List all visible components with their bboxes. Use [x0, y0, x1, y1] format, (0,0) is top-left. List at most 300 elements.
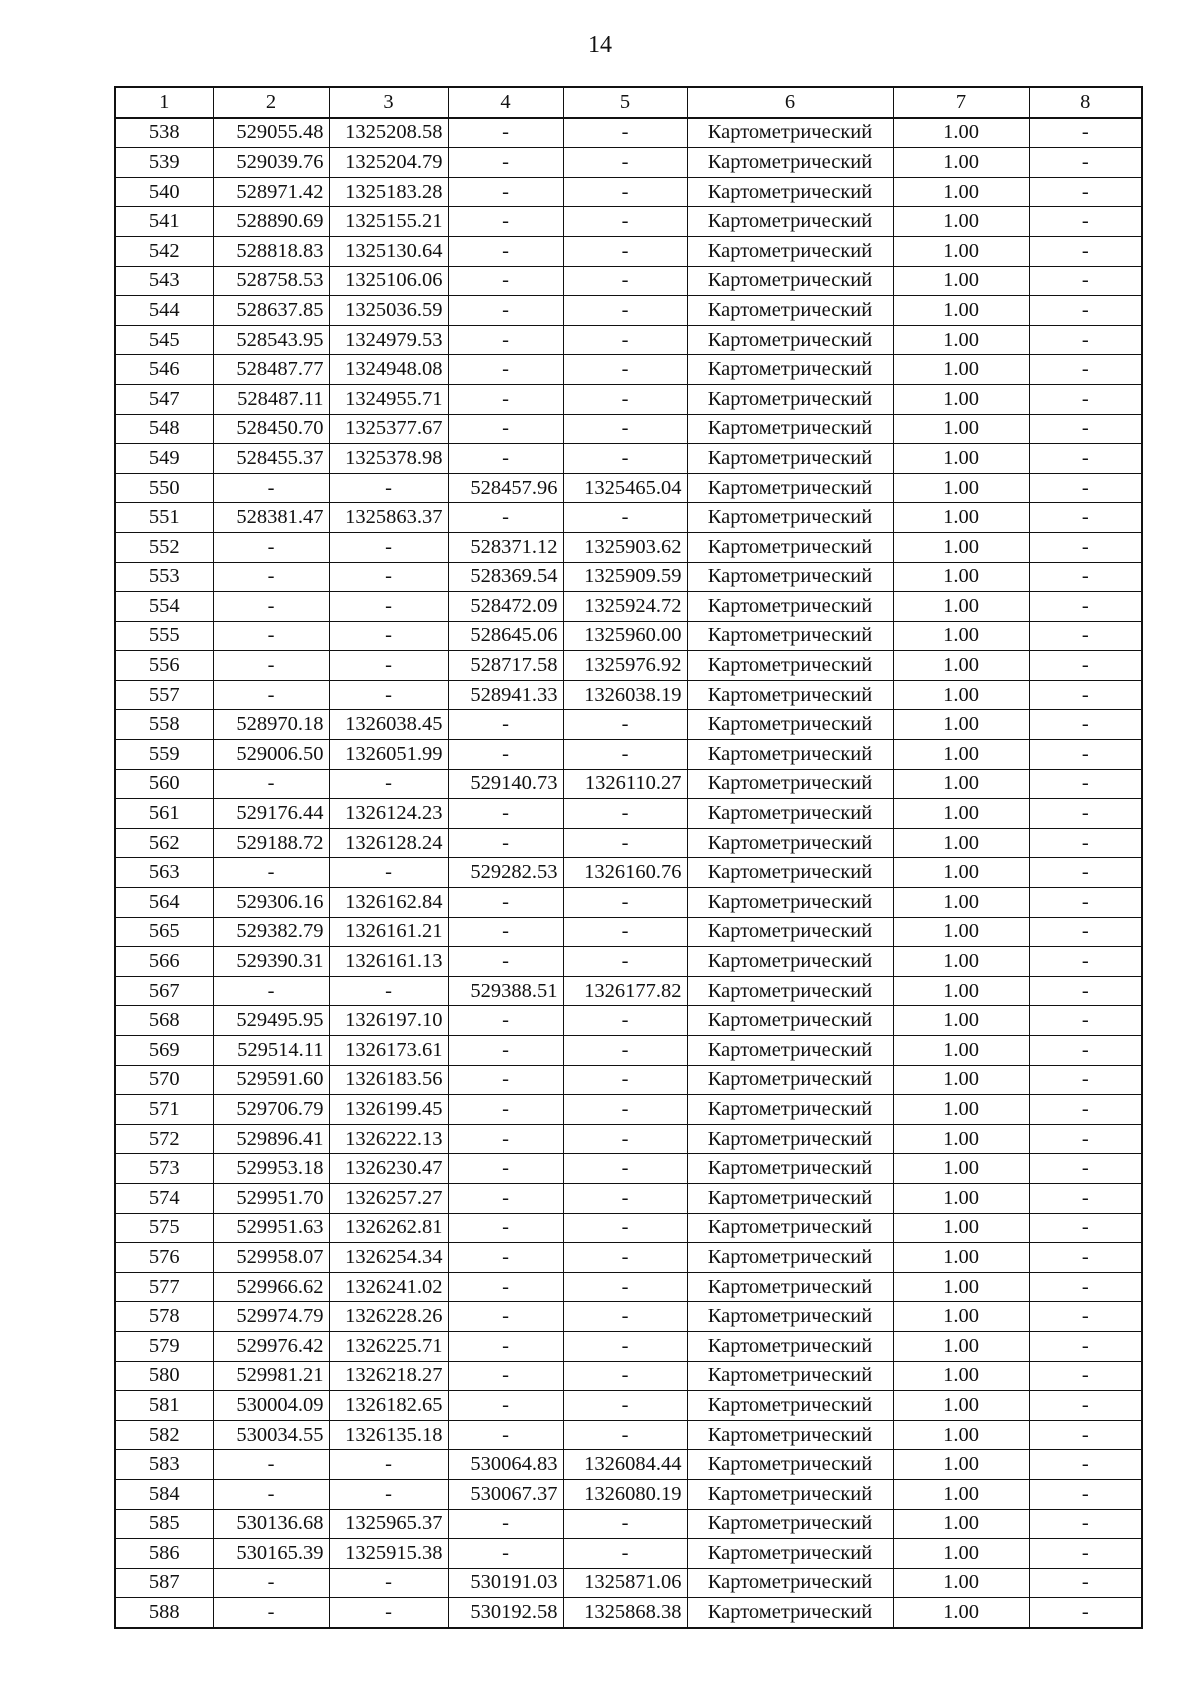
x-coordinate-new-cell: 528369.54: [448, 562, 563, 592]
y-coordinate-new-cell: -: [563, 1272, 687, 1302]
method-cell: Картометрический: [687, 1331, 893, 1361]
x-coordinate-new-cell: -: [448, 1124, 563, 1154]
point-number-cell: 567: [115, 976, 213, 1006]
method-cell: Картометрический: [687, 1272, 893, 1302]
x-coordinate-existing-cell: 529039.76: [213, 148, 329, 178]
y-coordinate-new-cell: -: [563, 384, 687, 414]
accuracy-cell: 1.00: [893, 177, 1029, 207]
y-coordinate-existing-cell: 1326197.10: [329, 1006, 448, 1036]
x-coordinate-new-cell: 528472.09: [448, 592, 563, 622]
accuracy-cell: 1.00: [893, 651, 1029, 681]
x-coordinate-new-cell: -: [448, 118, 563, 148]
table-row: [115, 1450, 1142, 1480]
y-coordinate-new-cell: -: [563, 710, 687, 740]
x-coordinate-new-cell: -: [448, 1302, 563, 1332]
accuracy-cell: 1.00: [893, 1331, 1029, 1361]
point-number-cell: 571: [115, 1095, 213, 1125]
point-number-cell: 573: [115, 1154, 213, 1184]
method-cell: Картометрический: [687, 799, 893, 829]
y-coordinate-new-cell: -: [563, 1095, 687, 1125]
table-row: [115, 1361, 1142, 1391]
description-cell: -: [1029, 236, 1142, 266]
accuracy-cell: 1.00: [893, 976, 1029, 1006]
y-coordinate-new-cell: 1326110.27: [563, 769, 687, 799]
x-coordinate-new-cell: -: [448, 1095, 563, 1125]
table-row: [115, 1331, 1142, 1361]
point-number-cell: 569: [115, 1036, 213, 1066]
point-number-cell: 579: [115, 1331, 213, 1361]
y-coordinate-new-cell: -: [563, 355, 687, 385]
method-cell: Картометрический: [687, 207, 893, 237]
y-coordinate-existing-cell: -: [329, 592, 448, 622]
table-row: [115, 118, 1142, 148]
point-number-cell: 557: [115, 680, 213, 710]
table-row: [115, 917, 1142, 947]
x-coordinate-existing-cell: 529006.50: [213, 740, 329, 770]
table-row: [115, 828, 1142, 858]
point-number-cell: 541: [115, 207, 213, 237]
accuracy-cell: 1.00: [893, 1450, 1029, 1480]
description-cell: -: [1029, 1154, 1142, 1184]
method-cell: Картометрический: [687, 1154, 893, 1184]
point-number-cell: 555: [115, 621, 213, 651]
point-number-cell: 562: [115, 828, 213, 858]
table-row: [115, 562, 1142, 592]
table-row: [115, 651, 1142, 681]
point-number-cell: 572: [115, 1124, 213, 1154]
method-cell: Картометрический: [687, 888, 893, 918]
accuracy-cell: 1.00: [893, 1272, 1029, 1302]
x-coordinate-new-cell: -: [448, 740, 563, 770]
x-coordinate-new-cell: -: [448, 503, 563, 533]
method-cell: Картометрический: [687, 562, 893, 592]
point-number-cell: 564: [115, 888, 213, 918]
point-number-cell: 585: [115, 1509, 213, 1539]
y-coordinate-existing-cell: 1326225.71: [329, 1331, 448, 1361]
accuracy-cell: 1.00: [893, 1302, 1029, 1332]
y-coordinate-existing-cell: 1324955.71: [329, 384, 448, 414]
accuracy-cell: 1.00: [893, 1568, 1029, 1598]
point-number-cell: 587: [115, 1568, 213, 1598]
table-row: [115, 355, 1142, 385]
table-row: [115, 1479, 1142, 1509]
description-cell: -: [1029, 1539, 1142, 1569]
y-coordinate-new-cell: 1325868.38: [563, 1598, 687, 1628]
x-coordinate-new-cell: -: [448, 828, 563, 858]
x-coordinate-new-cell: -: [448, 414, 563, 444]
accuracy-cell: 1.00: [893, 917, 1029, 947]
description-cell: -: [1029, 1450, 1142, 1480]
x-coordinate-existing-cell: -: [213, 680, 329, 710]
column-header-7: 7: [893, 87, 1029, 118]
x-coordinate-new-cell: 529282.53: [448, 858, 563, 888]
description-cell: -: [1029, 296, 1142, 326]
table-row: [115, 1272, 1142, 1302]
point-number-cell: 546: [115, 355, 213, 385]
x-coordinate-existing-cell: 529706.79: [213, 1095, 329, 1125]
column-header-8: 8: [1029, 87, 1142, 118]
table-row: [115, 976, 1142, 1006]
x-coordinate-existing-cell: -: [213, 1450, 329, 1480]
point-number-cell: 565: [115, 917, 213, 947]
y-coordinate-existing-cell: -: [329, 1568, 448, 1598]
description-cell: -: [1029, 414, 1142, 444]
method-cell: Картометрический: [687, 917, 893, 947]
x-coordinate-new-cell: -: [448, 888, 563, 918]
method-cell: Картометрический: [687, 296, 893, 326]
point-number-cell: 580: [115, 1361, 213, 1391]
description-cell: -: [1029, 621, 1142, 651]
x-coordinate-new-cell: -: [448, 1065, 563, 1095]
method-cell: Картометрический: [687, 1509, 893, 1539]
accuracy-cell: 1.00: [893, 1598, 1029, 1628]
method-cell: Картометрический: [687, 1479, 893, 1509]
method-cell: Картометрический: [687, 1539, 893, 1569]
x-coordinate-new-cell: -: [448, 355, 563, 385]
table-row: [115, 1302, 1142, 1332]
accuracy-cell: 1.00: [893, 444, 1029, 474]
method-cell: Картометрический: [687, 325, 893, 355]
y-coordinate-new-cell: 1326080.19: [563, 1479, 687, 1509]
description-cell: -: [1029, 177, 1142, 207]
description-cell: -: [1029, 769, 1142, 799]
point-number-cell: 553: [115, 562, 213, 592]
table-row: [115, 1183, 1142, 1213]
table-body: [115, 118, 1142, 1628]
table-row: [115, 1420, 1142, 1450]
y-coordinate-new-cell: -: [563, 828, 687, 858]
y-coordinate-existing-cell: 1326173.61: [329, 1036, 448, 1066]
y-coordinate-new-cell: -: [563, 1243, 687, 1273]
accuracy-cell: 1.00: [893, 680, 1029, 710]
table-row: [115, 1065, 1142, 1095]
x-coordinate-new-cell: -: [448, 799, 563, 829]
x-coordinate-existing-cell: -: [213, 651, 329, 681]
method-cell: Картометрический: [687, 1213, 893, 1243]
y-coordinate-existing-cell: 1325183.28: [329, 177, 448, 207]
accuracy-cell: 1.00: [893, 1479, 1029, 1509]
table-row: [115, 1036, 1142, 1066]
x-coordinate-existing-cell: 528637.85: [213, 296, 329, 326]
accuracy-cell: 1.00: [893, 769, 1029, 799]
y-coordinate-existing-cell: -: [329, 858, 448, 888]
x-coordinate-existing-cell: 529382.79: [213, 917, 329, 947]
y-coordinate-new-cell: -: [563, 1509, 687, 1539]
accuracy-cell: 1.00: [893, 532, 1029, 562]
x-coordinate-existing-cell: 529974.79: [213, 1302, 329, 1332]
y-coordinate-new-cell: 1325465.04: [563, 473, 687, 503]
accuracy-cell: 1.00: [893, 207, 1029, 237]
description-cell: -: [1029, 266, 1142, 296]
method-cell: Картометрический: [687, 947, 893, 977]
x-coordinate-existing-cell: 528487.77: [213, 355, 329, 385]
point-number-cell: 561: [115, 799, 213, 829]
y-coordinate-existing-cell: 1326038.45: [329, 710, 448, 740]
point-number-cell: 543: [115, 266, 213, 296]
description-cell: -: [1029, 710, 1142, 740]
point-number-cell: 539: [115, 148, 213, 178]
x-coordinate-new-cell: -: [448, 1331, 563, 1361]
method-cell: Картометрический: [687, 680, 893, 710]
point-number-cell: 581: [115, 1391, 213, 1421]
method-cell: Картометрический: [687, 473, 893, 503]
description-cell: -: [1029, 384, 1142, 414]
method-cell: Картометрический: [687, 266, 893, 296]
y-coordinate-new-cell: -: [563, 414, 687, 444]
x-coordinate-existing-cell: -: [213, 592, 329, 622]
x-coordinate-new-cell: -: [448, 296, 563, 326]
method-cell: Картометрический: [687, 1391, 893, 1421]
method-cell: Картометрический: [687, 1568, 893, 1598]
y-coordinate-existing-cell: 1326228.26: [329, 1302, 448, 1332]
y-coordinate-existing-cell: -: [329, 976, 448, 1006]
description-cell: -: [1029, 532, 1142, 562]
y-coordinate-existing-cell: 1326257.27: [329, 1183, 448, 1213]
method-cell: Картометрический: [687, 1243, 893, 1273]
accuracy-cell: 1.00: [893, 621, 1029, 651]
description-cell: -: [1029, 1183, 1142, 1213]
table-row: [115, 473, 1142, 503]
point-number-cell: 583: [115, 1450, 213, 1480]
point-number-cell: 542: [115, 236, 213, 266]
description-cell: -: [1029, 651, 1142, 681]
accuracy-cell: 1.00: [893, 888, 1029, 918]
description-cell: -: [1029, 444, 1142, 474]
y-coordinate-existing-cell: 1326162.84: [329, 888, 448, 918]
y-coordinate-existing-cell: 1326161.21: [329, 917, 448, 947]
description-cell: -: [1029, 473, 1142, 503]
y-coordinate-existing-cell: 1326135.18: [329, 1420, 448, 1450]
accuracy-cell: 1.00: [893, 414, 1029, 444]
table-row: [115, 799, 1142, 829]
description-cell: -: [1029, 1065, 1142, 1095]
method-cell: Картометрический: [687, 532, 893, 562]
x-coordinate-existing-cell: 529958.07: [213, 1243, 329, 1273]
x-coordinate-new-cell: -: [448, 710, 563, 740]
method-cell: Картометрический: [687, 1095, 893, 1125]
method-cell: Картометрический: [687, 1361, 893, 1391]
point-number-cell: 584: [115, 1479, 213, 1509]
method-cell: Картометрический: [687, 651, 893, 681]
description-cell: -: [1029, 1509, 1142, 1539]
method-cell: Картометрический: [687, 118, 893, 148]
y-coordinate-existing-cell: 1326262.81: [329, 1213, 448, 1243]
point-number-cell: 586: [115, 1539, 213, 1569]
accuracy-cell: 1.00: [893, 118, 1029, 148]
x-coordinate-existing-cell: 528487.11: [213, 384, 329, 414]
method-cell: Картометрический: [687, 414, 893, 444]
y-coordinate-existing-cell: 1326218.27: [329, 1361, 448, 1391]
x-coordinate-existing-cell: -: [213, 769, 329, 799]
x-coordinate-new-cell: -: [448, 148, 563, 178]
accuracy-cell: 1.00: [893, 562, 1029, 592]
y-coordinate-new-cell: -: [563, 325, 687, 355]
accuracy-cell: 1.00: [893, 1391, 1029, 1421]
x-coordinate-existing-cell: 529306.16: [213, 888, 329, 918]
y-coordinate-new-cell: -: [563, 1124, 687, 1154]
point-number-cell: 560: [115, 769, 213, 799]
y-coordinate-existing-cell: -: [329, 1479, 448, 1509]
y-coordinate-new-cell: -: [563, 1331, 687, 1361]
y-coordinate-new-cell: 1325960.00: [563, 621, 687, 651]
y-coordinate-existing-cell: 1326124.23: [329, 799, 448, 829]
y-coordinate-new-cell: -: [563, 1154, 687, 1184]
method-cell: Картометрический: [687, 976, 893, 1006]
description-cell: -: [1029, 888, 1142, 918]
point-number-cell: 544: [115, 296, 213, 326]
x-coordinate-new-cell: -: [448, 1361, 563, 1391]
x-coordinate-new-cell: -: [448, 1006, 563, 1036]
point-number-cell: 563: [115, 858, 213, 888]
accuracy-cell: 1.00: [893, 710, 1029, 740]
table-row: [115, 1391, 1142, 1421]
description-cell: -: [1029, 1006, 1142, 1036]
table-row: [115, 325, 1142, 355]
method-cell: Картометрический: [687, 769, 893, 799]
point-number-cell: 570: [115, 1065, 213, 1095]
table-row: [115, 592, 1142, 622]
point-number-cell: 556: [115, 651, 213, 681]
y-coordinate-existing-cell: -: [329, 651, 448, 681]
method-cell: Картометрический: [687, 592, 893, 622]
point-number-cell: 575: [115, 1213, 213, 1243]
y-coordinate-existing-cell: 1325378.98: [329, 444, 448, 474]
header-row: [115, 87, 1142, 118]
y-coordinate-new-cell: -: [563, 1391, 687, 1421]
y-coordinate-existing-cell: 1325863.37: [329, 503, 448, 533]
method-cell: Картометрический: [687, 444, 893, 474]
description-cell: -: [1029, 1036, 1142, 1066]
table-row: [115, 1006, 1142, 1036]
table-row: [115, 947, 1142, 977]
y-coordinate-existing-cell: 1326161.13: [329, 947, 448, 977]
y-coordinate-new-cell: 1325871.06: [563, 1568, 687, 1598]
y-coordinate-existing-cell: -: [329, 532, 448, 562]
accuracy-cell: 1.00: [893, 592, 1029, 622]
accuracy-cell: 1.00: [893, 740, 1029, 770]
point-number-cell: 559: [115, 740, 213, 770]
description-cell: -: [1029, 1243, 1142, 1273]
y-coordinate-existing-cell: 1325155.21: [329, 207, 448, 237]
accuracy-cell: 1.00: [893, 1509, 1029, 1539]
description-cell: -: [1029, 1302, 1142, 1332]
table-row: [115, 710, 1142, 740]
table-row: [115, 296, 1142, 326]
y-coordinate-existing-cell: 1324979.53: [329, 325, 448, 355]
x-coordinate-existing-cell: 529176.44: [213, 799, 329, 829]
table-row: [115, 1243, 1142, 1273]
y-coordinate-existing-cell: 1325208.58: [329, 118, 448, 148]
method-cell: Картометрический: [687, 1065, 893, 1095]
point-number-cell: 547: [115, 384, 213, 414]
y-coordinate-existing-cell: 1326128.24: [329, 828, 448, 858]
y-coordinate-new-cell: -: [563, 888, 687, 918]
x-coordinate-new-cell: -: [448, 266, 563, 296]
table-row: [115, 444, 1142, 474]
y-coordinate-new-cell: -: [563, 1302, 687, 1332]
point-number-cell: 574: [115, 1183, 213, 1213]
x-coordinate-existing-cell: 529055.48: [213, 118, 329, 148]
x-coordinate-new-cell: -: [448, 236, 563, 266]
point-number-cell: 549: [115, 444, 213, 474]
accuracy-cell: 1.00: [893, 1036, 1029, 1066]
accuracy-cell: 1.00: [893, 296, 1029, 326]
x-coordinate-existing-cell: 530004.09: [213, 1391, 329, 1421]
description-cell: -: [1029, 828, 1142, 858]
description-cell: -: [1029, 207, 1142, 237]
x-coordinate-existing-cell: 528381.47: [213, 503, 329, 533]
x-coordinate-existing-cell: 529495.95: [213, 1006, 329, 1036]
point-number-cell: 545: [115, 325, 213, 355]
table-row: [115, 532, 1142, 562]
x-coordinate-new-cell: 528717.58: [448, 651, 563, 681]
y-coordinate-existing-cell: -: [329, 680, 448, 710]
y-coordinate-existing-cell: -: [329, 473, 448, 503]
description-cell: -: [1029, 1124, 1142, 1154]
x-coordinate-existing-cell: -: [213, 1598, 329, 1628]
accuracy-cell: 1.00: [893, 947, 1029, 977]
x-coordinate-existing-cell: 530136.68: [213, 1509, 329, 1539]
point-number-cell: 577: [115, 1272, 213, 1302]
table-row: [115, 740, 1142, 770]
y-coordinate-existing-cell: 1326199.45: [329, 1095, 448, 1125]
point-number-cell: 548: [115, 414, 213, 444]
y-coordinate-new-cell: 1325909.59: [563, 562, 687, 592]
description-cell: -: [1029, 325, 1142, 355]
x-coordinate-new-cell: 530067.37: [448, 1479, 563, 1509]
table-row: [115, 1095, 1142, 1125]
y-coordinate-existing-cell: 1325130.64: [329, 236, 448, 266]
y-coordinate-existing-cell: -: [329, 769, 448, 799]
x-coordinate-existing-cell: -: [213, 562, 329, 592]
point-number-cell: 558: [115, 710, 213, 740]
x-coordinate-new-cell: -: [448, 1036, 563, 1066]
y-coordinate-existing-cell: 1325036.59: [329, 296, 448, 326]
accuracy-cell: 1.00: [893, 1243, 1029, 1273]
x-coordinate-new-cell: 528645.06: [448, 621, 563, 651]
y-coordinate-new-cell: -: [563, 177, 687, 207]
table-row: [115, 1154, 1142, 1184]
y-coordinate-new-cell: -: [563, 917, 687, 947]
y-coordinate-new-cell: 1326177.82: [563, 976, 687, 1006]
x-coordinate-new-cell: -: [448, 947, 563, 977]
table-row: [115, 1539, 1142, 1569]
x-coordinate-new-cell: 529140.73: [448, 769, 563, 799]
y-coordinate-existing-cell: 1326222.13: [329, 1124, 448, 1154]
x-coordinate-existing-cell: 528758.53: [213, 266, 329, 296]
description-cell: -: [1029, 148, 1142, 178]
table-row: [115, 148, 1142, 178]
x-coordinate-existing-cell: -: [213, 858, 329, 888]
method-cell: Картометрический: [687, 1302, 893, 1332]
x-coordinate-new-cell: -: [448, 1391, 563, 1421]
description-cell: -: [1029, 680, 1142, 710]
description-cell: -: [1029, 1420, 1142, 1450]
y-coordinate-existing-cell: -: [329, 1598, 448, 1628]
description-cell: -: [1029, 1095, 1142, 1125]
table-row: [115, 769, 1142, 799]
method-cell: Картометрический: [687, 503, 893, 533]
accuracy-cell: 1.00: [893, 828, 1029, 858]
accuracy-cell: 1.00: [893, 1183, 1029, 1213]
method-cell: Картометрический: [687, 740, 893, 770]
method-cell: Картометрический: [687, 1006, 893, 1036]
method-cell: Картометрический: [687, 621, 893, 651]
y-coordinate-new-cell: -: [563, 1420, 687, 1450]
x-coordinate-existing-cell: -: [213, 1479, 329, 1509]
description-cell: -: [1029, 1598, 1142, 1628]
column-header-2: 2: [213, 87, 329, 118]
